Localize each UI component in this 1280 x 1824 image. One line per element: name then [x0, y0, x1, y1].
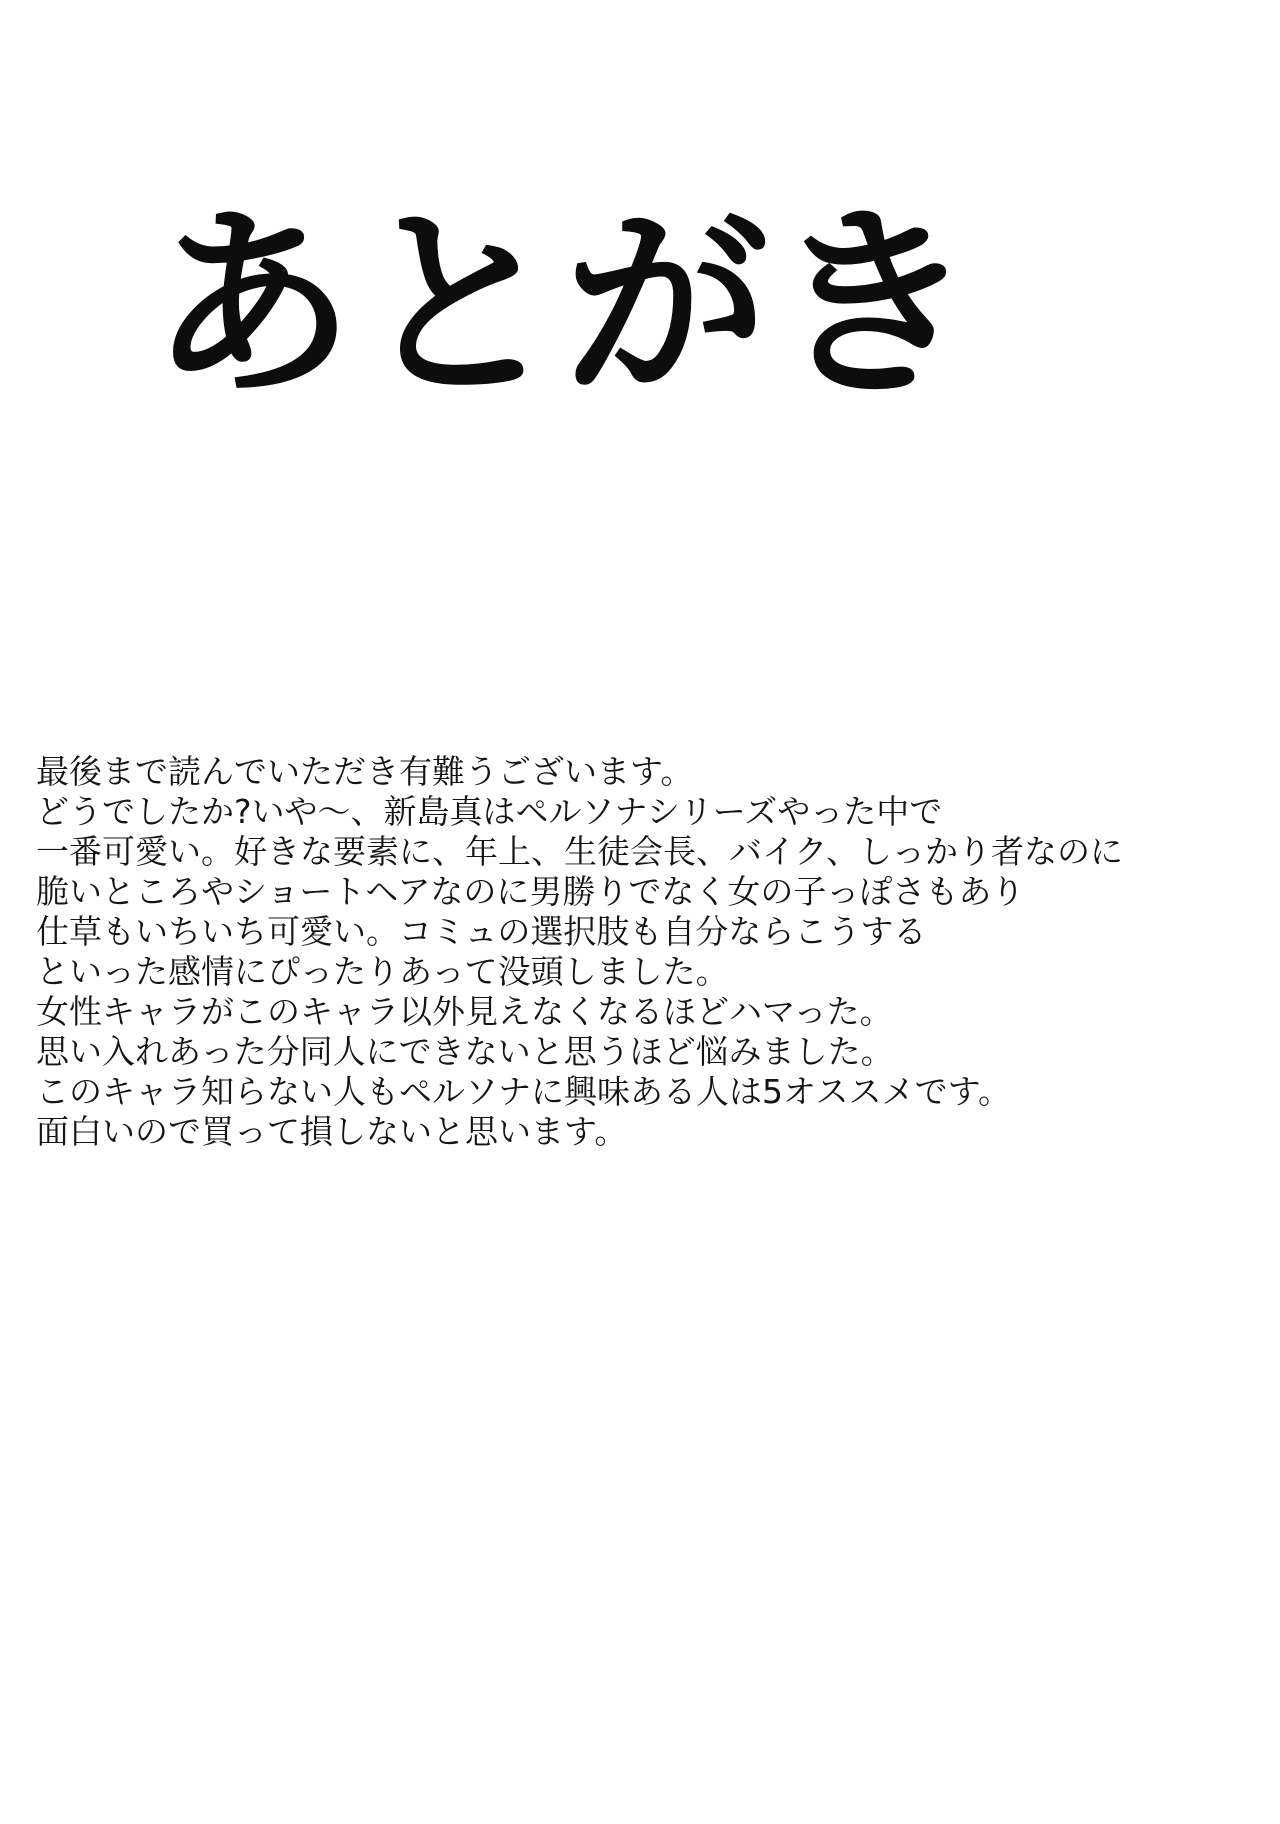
afterword-line: 最後まで読んでいただき有難うございます。	[36, 752, 694, 791]
afterword-line: 思い入れあった分同人にできないと思うほど悩みました。	[36, 1032, 894, 1071]
afterword-line: 脆いところやショートヘアなのに男勝りでなく女の子っぽさもあり	[36, 872, 1025, 911]
afterword-line: といった感情にぴったりあって没頭しました。	[36, 952, 729, 991]
afterword-line: どうでしたか?いや〜、新島真はペルソナシリーズやった中で	[36, 792, 943, 831]
afterword-line: 仕草もいちいち可愛い。コミュの選択肢も自分ならこうする	[36, 912, 927, 951]
afterword-body	[36, 752, 1260, 1152]
afterword-title: あとがき	[150, 185, 979, 425]
afterword-line: 面白いので買って損しないと思います。	[36, 1112, 628, 1151]
afterword-line: 女性キャラがこのキャラ以外見えなくなるほどハマった。	[36, 992, 893, 1031]
afterword-line: このキャラ知らない人もペルソナに興味ある人は5オススメです。	[36, 1072, 1012, 1111]
afterword-line: 一番可愛い。好きな要素に、年上、生徒会長、バイク、しっかり者なのに	[36, 832, 1124, 871]
